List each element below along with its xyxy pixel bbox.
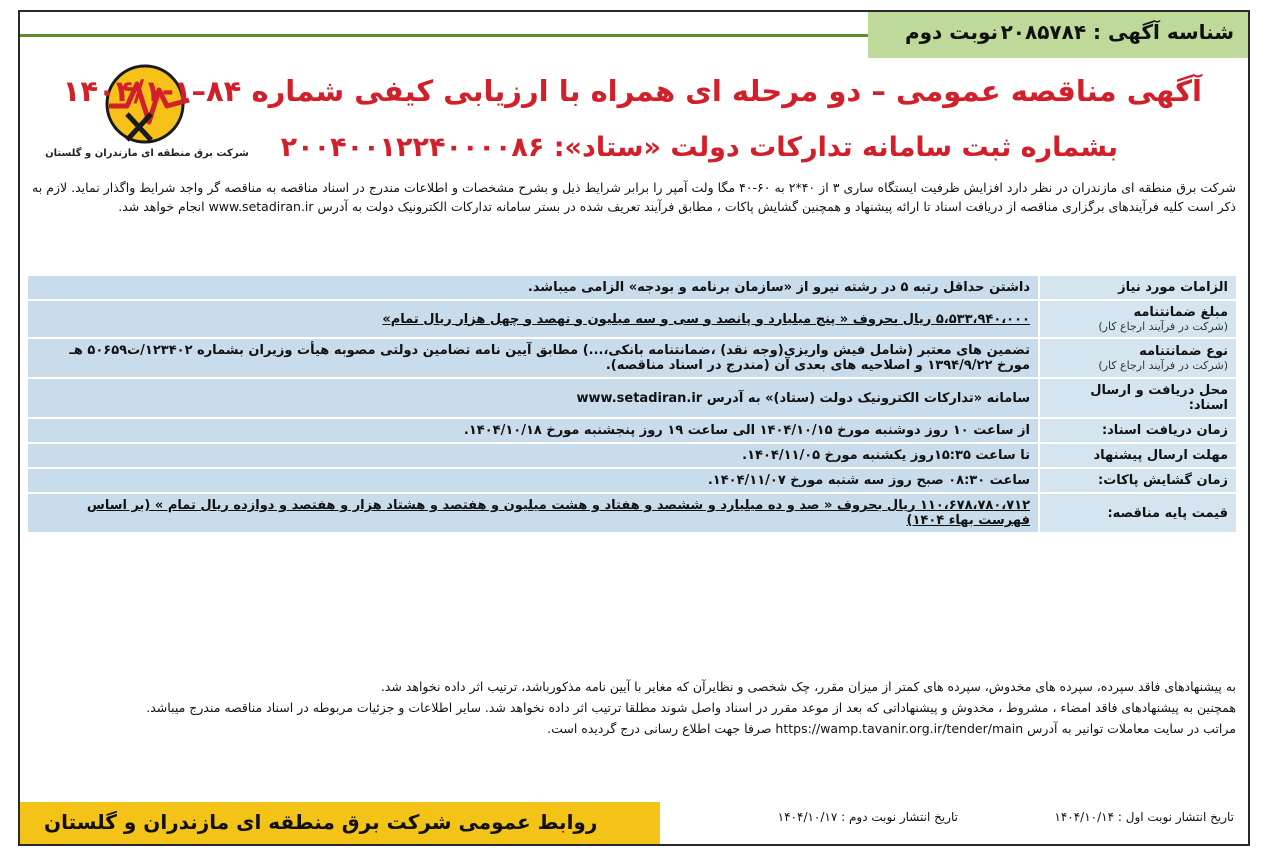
row-label-text: نوع ضمانتنامه xyxy=(1139,344,1228,359)
public-relations: روابط عمومی شرکت برق منطقه ای مازندران و گلستان xyxy=(44,810,598,834)
ad-id: شناسه آگهی : ۲۰۸۵۷۸۴ xyxy=(1000,20,1234,44)
table-row xyxy=(27,468,1237,493)
row-label-text: زمان گشایش پاکات: xyxy=(1098,473,1228,488)
table-row xyxy=(27,300,1237,338)
table-row xyxy=(27,418,1237,443)
row-label-sub: (شرکت در فرآیند ارجاع کار) xyxy=(1098,359,1228,372)
publication-round: نوبت دوم xyxy=(904,20,998,44)
registration-number: بشماره ثبت سامانه تدارکات دولت «ستاد»: ۲۰۰۴۰۰۱۲۲۴۰۰۰۰۸۶ xyxy=(280,132,1118,163)
row-label xyxy=(1039,443,1237,468)
footer xyxy=(20,802,1248,844)
row-label-text: زمان دریافت اسناد: xyxy=(1101,423,1228,438)
note-deposit: به پیشنهادهای فاقد سپرده، سپرده های مخدوش، سپرده های کمتر از میزان مقرر، چک شخصی و نظایرآن که مغایر با آیین نامه مذکورباشد، ترتیب اثر داده نخواهد شد. xyxy=(380,679,1236,694)
row-label-text: الزامات مورد نیاز xyxy=(1118,280,1228,295)
table-row xyxy=(27,493,1237,533)
row-label xyxy=(1039,418,1237,443)
note-invalid-bids: همچنین به پیشنهادهای فاقد امضاء ، مشروط ، مخدوش و پیشنهاداتی که بعد از موعد مقرر در اسناد واصل شوند مطلقا ترتیب اثر داده نخواهد شد. سایر اطلاعات و جزئیات مربوطه در اسناد مناقصه مندرج میباشد. xyxy=(146,700,1236,715)
row-label xyxy=(1039,300,1237,338)
notes xyxy=(32,676,1236,739)
tender-title: آگهی مناقصه عمومی – دو مرحله ای همراه با ارزیابی کیفی شماره ۸۴–۱-۱۴۰۴/۱ xyxy=(62,74,1202,108)
header-bar xyxy=(20,12,1248,58)
row-value: ۱۱۰،۶۷۸،۷۸۰،۷۱۲ ریال بحروف « صد و ده میلیارد و ششصد و هفتاد و هشت میلیون و هفتصد و هشتاد هزار و هفتصد و دوازده ریال تمام » (بر اساس فهرست بهاء ۱۴۰۴) xyxy=(27,493,1039,533)
row-label xyxy=(1039,493,1237,533)
row-label-text: مبلغ ضمانتنامه xyxy=(1133,305,1228,320)
intro-paragraph: شرکت برق منطقه ای مازندران در نظر دارد افزایش ظرفیت ایستگاه ساری ۳ از ۴۰*۲ به ۶۰-۴۰ مگا ولت آمپر را برابر شرایط ذیل و بشرح مشخصات و اطلاعات مندرج در اسناد مناقصه به مناقصه گر واجد شرایط واگذار نماید. لازم به ذکر است کلیه فرآیندهای برگزاری مناقصه از دریافت اسناد تا ارائه پیشنهاد و همچنین گشایش پاکات ، مطابق فرآیند تعریف شده در بستر سامانه تدارکات الکترونیک دولت به آدرس www.setadiran.ir انجام خواهد شد. xyxy=(32,180,1236,214)
first-publication-date: تاریخ انتشار نوبت اول : ۱۴۰۴/۱۰/۱۴ xyxy=(1054,810,1234,824)
table-row xyxy=(27,378,1237,418)
row-label xyxy=(1039,468,1237,493)
row-label-text: محل دریافت و ارسال اسناد: xyxy=(1090,383,1228,413)
note-tavanir-site: مراتب در سایت معاملات توانیر به آدرس https://wamp.tavanir.org.ir/tender/main صرفا جهت اطلاع رسانی درج گردیده است. xyxy=(547,721,1236,736)
row-value: تضمین های معتبر (شامل فیش واریزی(وجه نقد) ،ضمانتنامه بانکی،...) مطابق آیین نامه تضامین دولتی مصوبه هیأت وزیران بشماره ۱۲۳۴۰۲/ت۵۰۶۵۹ هـ مورخ ۱۳۹۴/۹/۲۲ و اصلاحیه های بعدی آن (مندرج در اسناد مناقصه). xyxy=(27,338,1039,378)
tender-details-table xyxy=(26,274,1238,534)
second-publication-date: تاریخ انتشار نوبت دوم : ۱۴۰۴/۱۰/۱۷ xyxy=(777,810,958,824)
row-value: داشتن حداقل رتبه ۵ در رشته نیرو از «سازمان برنامه و بودجه» الزامی میباشد. xyxy=(27,275,1039,300)
table-row xyxy=(27,443,1237,468)
header-rule xyxy=(20,34,868,37)
row-value: تا ساعت ۱۵:۳۵روز یکشنبه مورخ ۱۴۰۴/۱۱/۰۵. xyxy=(27,443,1039,468)
row-value: از ساعت ۱۰ روز دوشنبه مورخ ۱۴۰۴/۱۰/۱۵ الی ساعت ۱۹ روز پنجشنبه مورخ ۱۴۰۴/۱۰/۱۸. xyxy=(27,418,1039,443)
row-label-text: قیمت پایه مناقصه: xyxy=(1107,505,1228,521)
table-row xyxy=(27,338,1237,378)
row-label xyxy=(1039,275,1237,300)
row-label-text: مهلت ارسال پیشنهاد xyxy=(1093,448,1228,463)
row-label xyxy=(1039,338,1237,378)
row-value: ۵،۵۳۳،۹۴۰،۰۰۰ ریال بحروف « پنج میلیارد و پانصد و سی و سه میلیون و نهصد و چهل هزار ریال تمام» xyxy=(27,300,1039,338)
row-label-sub: (شرکت در فرآیند ارجاع کار) xyxy=(1098,320,1228,333)
row-value: سامانه «تدارکات الکترونیک دولت (ستاد)» به آدرس www.setadiran.ir xyxy=(27,378,1039,418)
row-value: ساعت ۰۸:۳۰ صبح روز سه شنبه مورخ ۱۴۰۴/۱۱/۰۷. xyxy=(27,468,1039,493)
row-label xyxy=(1039,378,1237,418)
ad-frame xyxy=(18,10,1250,846)
table-row xyxy=(27,275,1237,300)
logo-caption: شرکت برق منطقه ای مازندران و گلستان xyxy=(45,148,249,159)
